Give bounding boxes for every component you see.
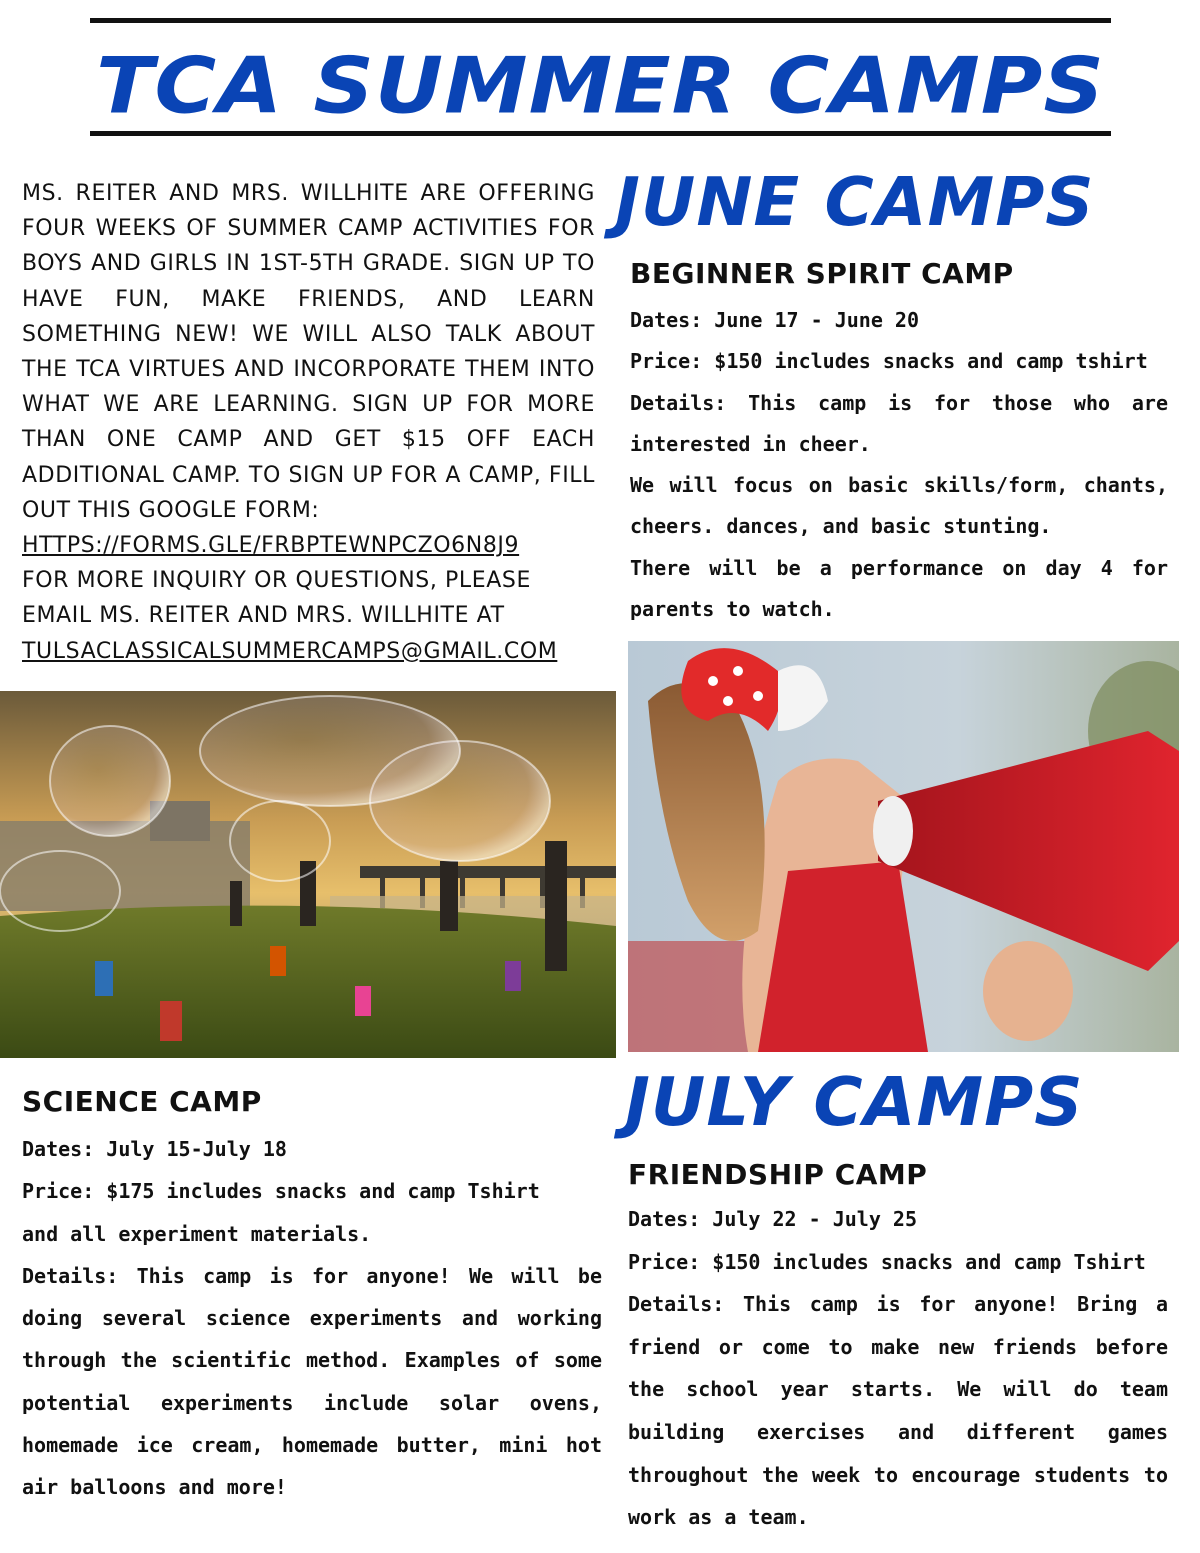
science-dates: Dates: July 15-July 18 (22, 1137, 287, 1161)
cheerleader-photo (628, 641, 1179, 1052)
friendship-camp-details (628, 1198, 1168, 1539)
form-link[interactable]: HTTPS://FORMS.GLE/FRBPTEWNPCZO6N8J9 (22, 533, 520, 559)
bubbles-photo (0, 691, 616, 1058)
june-camps-heading: JUNE CAMPS (615, 163, 1095, 241)
friendship-details: Details: This camp is for anyone! Bring a friend or come to make new friends before the school year starts. We will do team building exercises and different games throughout the week to encourage students to work as a team. (628, 1292, 1168, 1530)
friendship-camp-title: FRIENDSHIP CAMP (628, 1158, 928, 1191)
beginner-spirit-camp-title: BEGINNER SPIRIT CAMP (630, 257, 1014, 290)
science-camp-details (22, 1128, 602, 1509)
top-rule (90, 18, 1111, 23)
spirit-performance: There will be a performance on day 4 for parents to watch. (630, 555, 1168, 622)
science-camp-title: SCIENCE CAMP (22, 1085, 262, 1118)
intro-paragraph: MS. REITER AND MRS. WILLHITE ARE OFFERING FOUR WEEKS OF SUMMER CAMP ACTIVITIES FOR BOYS AND GIRLS IN 1ST-5TH GRADE. SIGN UP TO HAVE FUN, MAKE FRIENDS, AND LEARN SOMETHING NEW! WE WILL ALSO TALK ABOUT THE TCA VIRTUES AND INCORPORATE THEM INTO WHAT WE ARE LEARNING. SIGN UP FOR MORE THAN ONE CAMP AND GET $15 OFF EACH ADDITIONAL CAMP. TO SIGN UP FOR A CAMP, FILL OUT THIS GOOGLE FORM: (22, 181, 595, 523)
beginner-spirit-camp-details (630, 300, 1168, 630)
intro-text (22, 176, 595, 669)
email-link[interactable]: TULSACLASSICALSUMMERCAMPS@GMAIL.COM (22, 638, 558, 664)
science-price: Price: $175 includes snacks and camp Tshirt (22, 1179, 540, 1204)
spirit-focus: We will focus on basic skills/form, chants, cheers. dances, and basic stunting. (630, 473, 1168, 539)
friendship-dates: Dates: July 22 - July 25 (628, 1207, 917, 1231)
inquiry-text: FOR MORE INQUIRY OR QUESTIONS, PLEASE EMAIL MS. REITER AND MRS. WILLHITE AT (22, 568, 531, 629)
bottom-rule (90, 131, 1111, 136)
science-price-materials: and all experiment materials. (22, 1221, 372, 1246)
spirit-details: Details: This camp is for those who are interested in cheer. (630, 390, 1168, 456)
july-camps-heading: JULY CAMPS (625, 1063, 1084, 1141)
page-title: TCA SUMMER CAMPS (96, 40, 1105, 132)
spirit-dates: Dates: June 17 - June 20 (630, 308, 919, 332)
science-details: Details: This camp is for anyone! We will be doing several science experiments and working through the scientific method. Examples of some potential experiments include solar ovens, homemade ice cream, homemade butter, mini hot air balloons and more! (22, 1263, 602, 1500)
friendship-price: Price: $150 includes snacks and camp Tshirt (628, 1249, 1146, 1274)
spirit-price: Price: $150 includes snacks and camp tshirt (630, 349, 1148, 374)
